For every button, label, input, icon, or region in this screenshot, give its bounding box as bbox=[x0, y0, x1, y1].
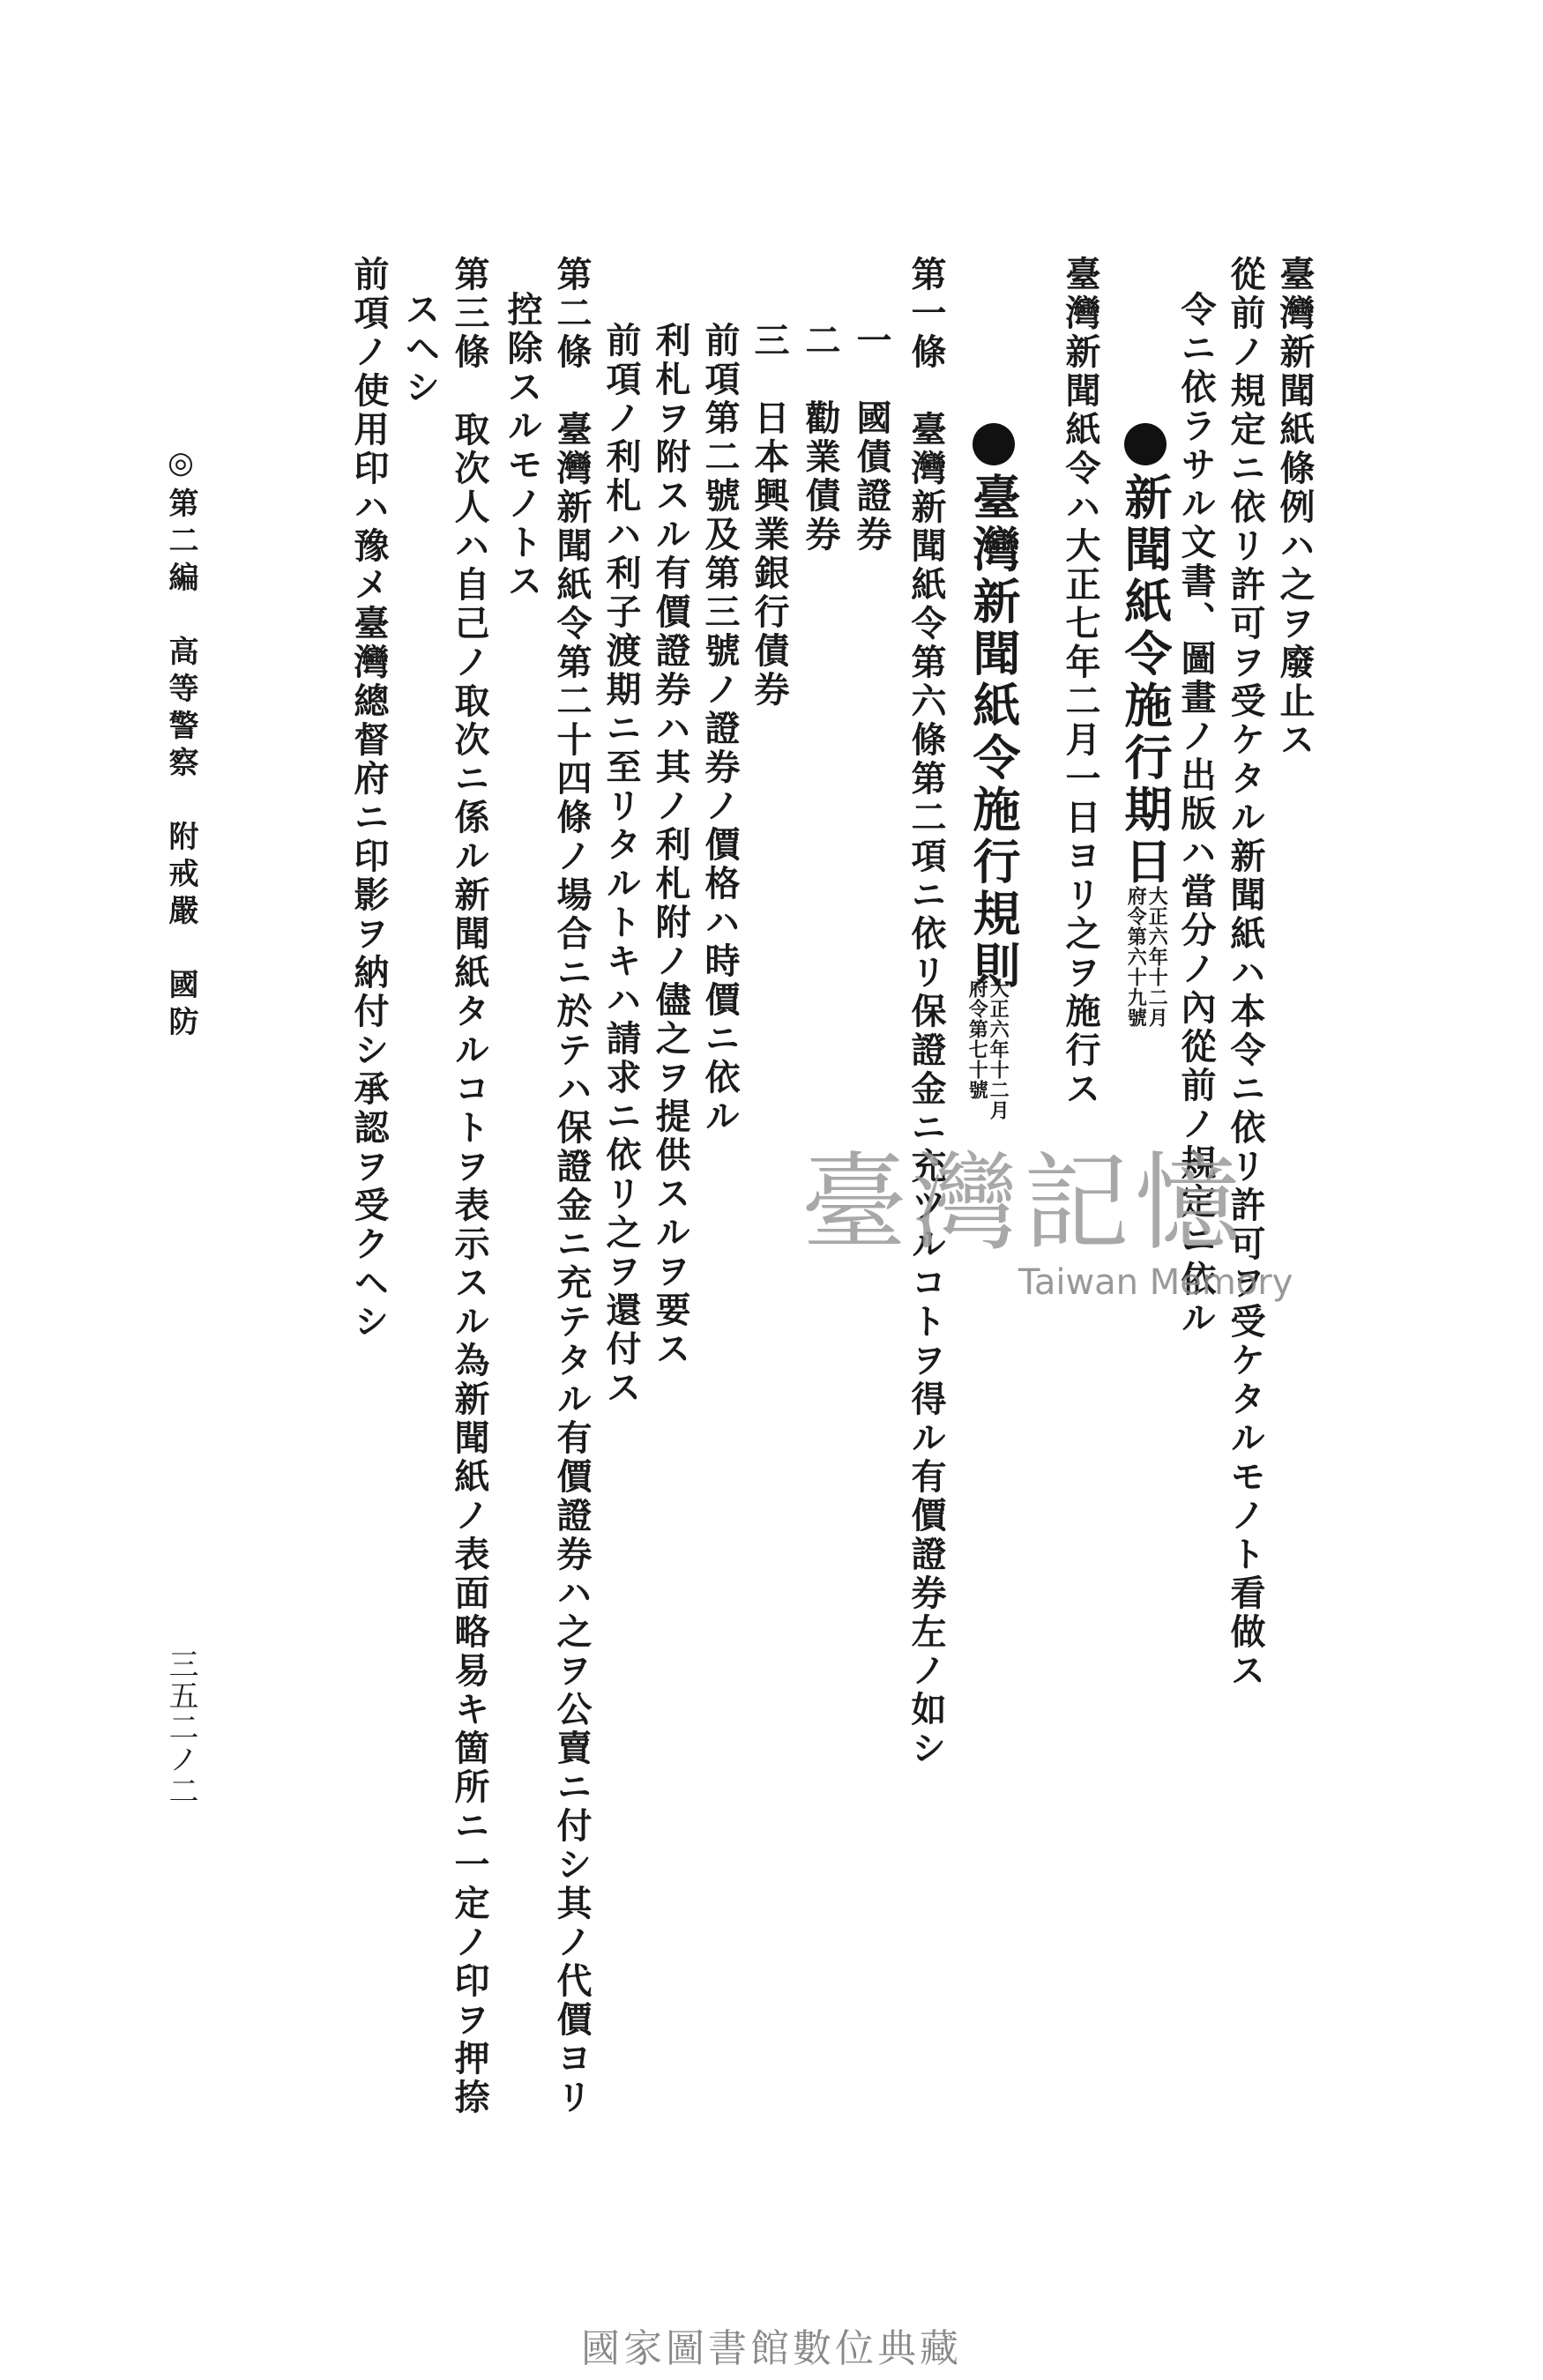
bullet-icon bbox=[973, 423, 1015, 465]
section-heading-rules bbox=[965, 423, 1022, 993]
text-column-9: 二 勸業債券 bbox=[800, 322, 841, 554]
section-note: 大正六年十二月 bbox=[1145, 886, 1169, 1028]
text-column-12: 利札ヲ附スル有價證券ハ其ノ利札附ノ儘之ヲ提供スルヲ要ス bbox=[650, 322, 691, 1369]
section-note: 府令第六十九號 bbox=[1124, 886, 1148, 1028]
text-column-17: スヘシ bbox=[399, 291, 441, 407]
running-header: ◎第二編 高等警察 附戒嚴 國防 bbox=[163, 445, 198, 1043]
text-column-16: 第三條 取次人ハ自己ノ取次ニ係ル新聞紙タルコトヲ表示スル為新聞紙ノ表面略易キ箇所ニ一定ノ印ヲ押捺 bbox=[449, 256, 490, 2117]
text-column-8: 一 國債證券 bbox=[851, 322, 892, 554]
text-column-13: 前項ノ利札ハ利子渡期ニ至リタルトキハ請求ニ依リ之ヲ還付ス bbox=[600, 322, 642, 1408]
section-note: 府令第七十號 bbox=[965, 978, 989, 1100]
library-footer: 國家圖書館數位典藏 bbox=[581, 2326, 962, 2371]
text-column-5: 臺灣新聞紙令ハ大正七年二月一日ヨリ之ヲ施行ス bbox=[1060, 256, 1101, 1109]
text-column-3: 令ニ依ラサル文書、圖畫ノ出版ハ當分ノ內從前ノ規定ニ依ル bbox=[1175, 291, 1217, 1338]
section-note: 大正六年十二月 bbox=[987, 978, 1010, 1120]
text-column-15: 控除スルモノトス bbox=[502, 291, 543, 601]
text-column-18: 前項ノ使用印ハ豫メ臺灣總督府ニ印影ヲ納付シ承認ヲ受クヘシ bbox=[348, 256, 390, 1342]
text-column-2: 從前ノ規定ニ依リ許可ヲ受ケタル新聞紙ハ本令ニ依リ許可ヲ受ケタルモノト看做ス bbox=[1225, 256, 1266, 1691]
watermark-logo bbox=[754, 1142, 1293, 1303]
text-column-10: 三 日本興業銀行債券 bbox=[749, 322, 790, 710]
section-title: 臺灣新聞紙令施行規則 bbox=[965, 472, 1022, 993]
bullet-icon bbox=[1124, 423, 1167, 465]
watermark-english: Taiwan Memory bbox=[1018, 1262, 1293, 1303]
page-number: 三五二ノ二 bbox=[163, 1648, 198, 1807]
section-heading-enforcement bbox=[1117, 423, 1174, 889]
text-column-7: 第一條 臺灣新聞紙令第六條第二項ニ依リ保證金ニ充ツルコトヲ得ル有價證券左ノ如シ bbox=[906, 256, 947, 1768]
text-column-14: 第二條 臺灣新聞紙令第二十四條ノ場合ニ於テハ保證金ニ充テタル有價證券ハ之ヲ公賣ニ付シ其ノ代價ヨリ bbox=[551, 256, 593, 2117]
text-column-1: 臺灣新聞紙條例ハ之ヲ廢止ス bbox=[1274, 256, 1316, 760]
section-title: 新聞紙令施行期日 bbox=[1117, 472, 1174, 889]
watermark-chinese: 臺灣記憶 bbox=[801, 1142, 1246, 1265]
text-column-11: 前項第二號及第三號ノ證券ノ價格ハ時價ニ依ル bbox=[699, 322, 741, 1136]
